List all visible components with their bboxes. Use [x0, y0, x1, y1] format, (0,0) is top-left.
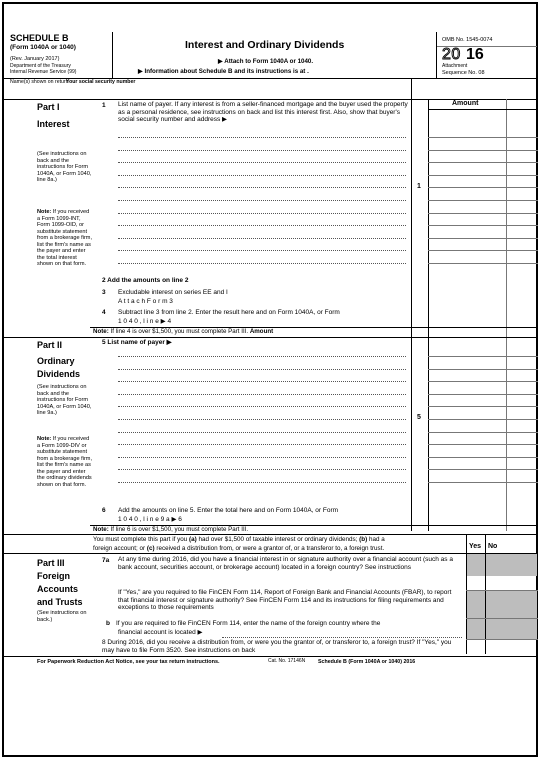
- part2-amount-cell[interactable]: [428, 369, 538, 370]
- line4-form: 1 0 4 0 , l i n e ▶ 4: [118, 318, 172, 325]
- part2-payer-line[interactable]: [118, 469, 406, 470]
- omb-number: OMB No. 1545-0074: [442, 37, 493, 43]
- part2-instructions: (See instructions on back and the instructions for Form 1040A, or Form 1040, line 9a.): [37, 384, 92, 417]
- part1-payer-line[interactable]: [118, 238, 406, 239]
- part1-payer-line[interactable]: [118, 162, 406, 163]
- line7a-no-box[interactable]: [486, 554, 537, 576]
- yes-column-header: Yes: [469, 543, 482, 550]
- part2-amount-cell[interactable]: [428, 406, 538, 407]
- part2-amount-cell[interactable]: [428, 419, 538, 420]
- line7a-fbar-no-box[interactable]: [486, 591, 537, 618]
- line1-number: 1: [102, 102, 106, 109]
- line7a-fbar-yes-box[interactable]: [467, 591, 485, 618]
- line7b-shaded-no: [486, 619, 537, 639]
- line6-form: 1 0 4 0 , l i n e 9 a ▶ 6: [118, 516, 182, 523]
- part1-payer-line[interactable]: [118, 175, 406, 176]
- foreign-country-field[interactable]: [222, 637, 462, 638]
- part1-amount-cell[interactable]: [428, 200, 538, 201]
- divider: [4, 656, 538, 657]
- ssn-field[interactable]: [412, 87, 534, 95]
- line3-number: 3: [102, 289, 106, 296]
- divider: [4, 553, 538, 554]
- part2-payer-line[interactable]: [118, 419, 406, 420]
- divider: [411, 79, 412, 99]
- line7b-text: If you are required to file FinCEN Form 114, enter the name of the foreign country where the: [116, 620, 381, 627]
- catalog-number: Cat. No. 17146N: [268, 658, 306, 664]
- part1-title: Part I: [37, 102, 60, 112]
- line7a-text: At any time during 2016, did you have a financial interest in or signature authority over a financial account (such as a bank account, securities account, or brokerage account) located in a foreign country? See instructions: [118, 556, 453, 571]
- line8-text: 8 During 2016, did you receive a distribution from, or were you the grantor of, or transferor to, a foreign trust? If "Yes," you may have to file Form 3520. See instructions on back: [102, 639, 452, 654]
- part3-instructions: (See instructions on back.): [37, 610, 87, 623]
- part2-amount-cell[interactable]: [428, 482, 538, 483]
- line5-text: 5 List name of payer ▶: [102, 339, 172, 346]
- divider: [411, 99, 412, 531]
- line1-box: 1: [417, 183, 421, 190]
- part2-title: Part II: [37, 340, 63, 350]
- line3-amount[interactable]: [429, 288, 537, 304]
- divider: [436, 32, 437, 78]
- line4-amount[interactable]: [429, 308, 537, 326]
- page-title: Interest and Ordinary Dividends: [185, 39, 345, 51]
- part1-amount-cell[interactable]: [428, 137, 538, 138]
- part1-amount-cell[interactable]: [428, 213, 538, 214]
- line2-amount[interactable]: [429, 275, 537, 287]
- part1-amount-cell[interactable]: [428, 238, 538, 239]
- part1-amount-cell[interactable]: [428, 162, 538, 163]
- part1-payer-line[interactable]: [118, 250, 406, 251]
- part1-payer-line[interactable]: [118, 137, 406, 138]
- line4-text: Subtract line 3 from line 2. Enter the result here and on Form 1040A, or Form: [118, 309, 340, 316]
- part2-amount-cell[interactable]: [428, 444, 538, 445]
- divider: [112, 32, 113, 78]
- part2-amount-cell[interactable]: [428, 394, 538, 395]
- part3-intro-1: You must complete this part if you (a) had over $1,500 of taxable interest or ordinary dividends; (b) had a: [93, 536, 385, 543]
- line8-yes-box[interactable]: [467, 640, 485, 654]
- names-label: Name(s) shown on return: [10, 79, 69, 85]
- part2-payer-line[interactable]: [118, 356, 406, 357]
- line6-number: 6: [102, 507, 106, 514]
- part2-payer-line[interactable]: [118, 457, 406, 458]
- part2-payer-line[interactable]: [118, 432, 406, 433]
- form-ref: (Form 1040A or 1040): [10, 44, 76, 51]
- line7a-yes-box[interactable]: [467, 554, 485, 576]
- part1-amount-cell[interactable]: [428, 187, 538, 188]
- ssn-label: Your social security number: [66, 79, 136, 85]
- part2-payer-line[interactable]: [118, 369, 406, 370]
- department: Department of the Treasury: [10, 63, 71, 69]
- part2-payer-line[interactable]: [118, 482, 406, 483]
- part1-instructions: (See instructions on back and the instructions for Form 1040A, or Form 1040, line 8a.): [37, 151, 92, 184]
- line7a-fbar-text: If "Yes," are you required to file FinCEN Form 114, Report of Foreign Bank and Financial Accounts (FBAR), to report that financial interest or signature authority? See FinCEN Form 114 and its instructions for filing requirements and exceptions to those requirements: [118, 589, 452, 612]
- part2-amount-cell[interactable]: [428, 457, 538, 458]
- line1-text: List name of payer. If any interest is from a seller-financed mortgage and the buyer used the property as a personal residence, see instructions on back and list this interest first. Also, show that buyer's social security number and address ▶: [118, 101, 408, 124]
- part1-payer-line[interactable]: [118, 187, 406, 188]
- no-column-header: No: [488, 543, 498, 550]
- attachment-label: Attachment: [442, 63, 468, 69]
- part1-payer-line[interactable]: [118, 200, 406, 201]
- line8-no-box[interactable]: [486, 640, 537, 654]
- part3-title: Part III: [37, 558, 65, 568]
- footer-form-id: Schedule B (Form 1040A or 1040) 2016: [318, 659, 416, 665]
- divider: [4, 534, 538, 535]
- line3-attach: A t t a c h F o r m 3: [118, 298, 173, 305]
- divider: [4, 337, 538, 338]
- attach-instruction: ▶ Attach to Form 1040A or 1040.: [218, 58, 314, 65]
- line3-text: Excludable interest on series EE and I: [118, 289, 228, 296]
- part1-payer-line[interactable]: [118, 213, 406, 214]
- part1-amount-cell[interactable]: [428, 250, 538, 251]
- part1-payer-line[interactable]: [118, 225, 406, 226]
- year-bold: 16: [466, 46, 484, 63]
- line4-number: 4: [102, 309, 106, 316]
- amount-column-header: Amount: [452, 100, 479, 107]
- year-outline: 20: [442, 46, 461, 63]
- part2-amount-cell[interactable]: [428, 432, 538, 433]
- part3-subtitle-2: Accounts: [37, 584, 79, 594]
- part2-footer-note: Note: If line 6 is over $1,500, you must complete Part III.: [93, 526, 249, 533]
- line7b-shaded-yes: [467, 619, 485, 639]
- irs-label: Internal Revenue Service (99): [10, 69, 77, 75]
- part1-footer-note: Note: If line 4 is over $1,500, you must complete Part III. Amount: [93, 328, 274, 335]
- names-field[interactable]: [10, 87, 410, 95]
- part2-payer-line[interactable]: [118, 394, 406, 395]
- part1-amount-cell[interactable]: [428, 225, 538, 226]
- part1-amount-cell[interactable]: [428, 263, 538, 264]
- schedule-label: SCHEDULE B: [10, 33, 69, 43]
- part2-payer-line[interactable]: [118, 381, 406, 382]
- part1-payer-line[interactable]: [118, 150, 406, 151]
- part2-amount-cell[interactable]: [428, 469, 538, 470]
- part3-subtitle-3: and Trusts: [37, 597, 83, 607]
- part3-intro-2: foreign account; or (c) received a distribution from, or were a grantor of, or a transferor to, a foreign trust.: [93, 545, 385, 552]
- part2-payer-line[interactable]: [118, 444, 406, 445]
- revision: (Rev. January 2017): [10, 56, 60, 62]
- part3-subtitle-1: Foreign: [37, 571, 70, 581]
- divider: [428, 109, 538, 110]
- line7a-number: 7a: [102, 557, 110, 564]
- line7b-text-2: financial account is located ▶: [118, 629, 203, 636]
- line2-text: 2 Add the amounts on line 2: [102, 277, 189, 284]
- part2-amount-cell[interactable]: [428, 356, 538, 357]
- line5-box: 5: [417, 414, 421, 421]
- part2-amount-cell[interactable]: [428, 381, 538, 382]
- footer-notice: For Paperwork Reduction Act Notice, see your tax return instructions.: [37, 659, 220, 665]
- part2-payer-line[interactable]: [118, 406, 406, 407]
- part1-note: Note: If you received a Form 1099-INT, Form 1099-OID, or substitute statement from a brokerage firm, list the firm's name as the payer and enter the total interest shown on that form.: [37, 209, 93, 268]
- info-instruction: ▶ Information about Schedule B and its instructions is at .: [138, 68, 309, 75]
- part1-amount-cell[interactable]: [428, 175, 538, 176]
- line6-amount[interactable]: [429, 506, 537, 524]
- sequence-number: Sequence No. 08: [442, 70, 485, 76]
- part1-amount-cell[interactable]: [428, 150, 538, 151]
- part2-subtitle-1: Ordinary: [37, 356, 75, 366]
- part2-note: Note: If you received a Form 1099-DIV or substitute statement from a brokerage firm, list the firm's name as the payer and enter the ordinary dividends shown on that form.: [37, 436, 93, 488]
- line6-text: Add the amounts on line 5. Enter the total here and on Form 1040A, or Form: [118, 507, 339, 514]
- part1-subtitle: Interest: [37, 119, 70, 129]
- part2-subtitle-2: Dividends: [37, 369, 81, 379]
- line7b-number: b: [106, 620, 110, 627]
- part1-payer-line[interactable]: [118, 263, 406, 264]
